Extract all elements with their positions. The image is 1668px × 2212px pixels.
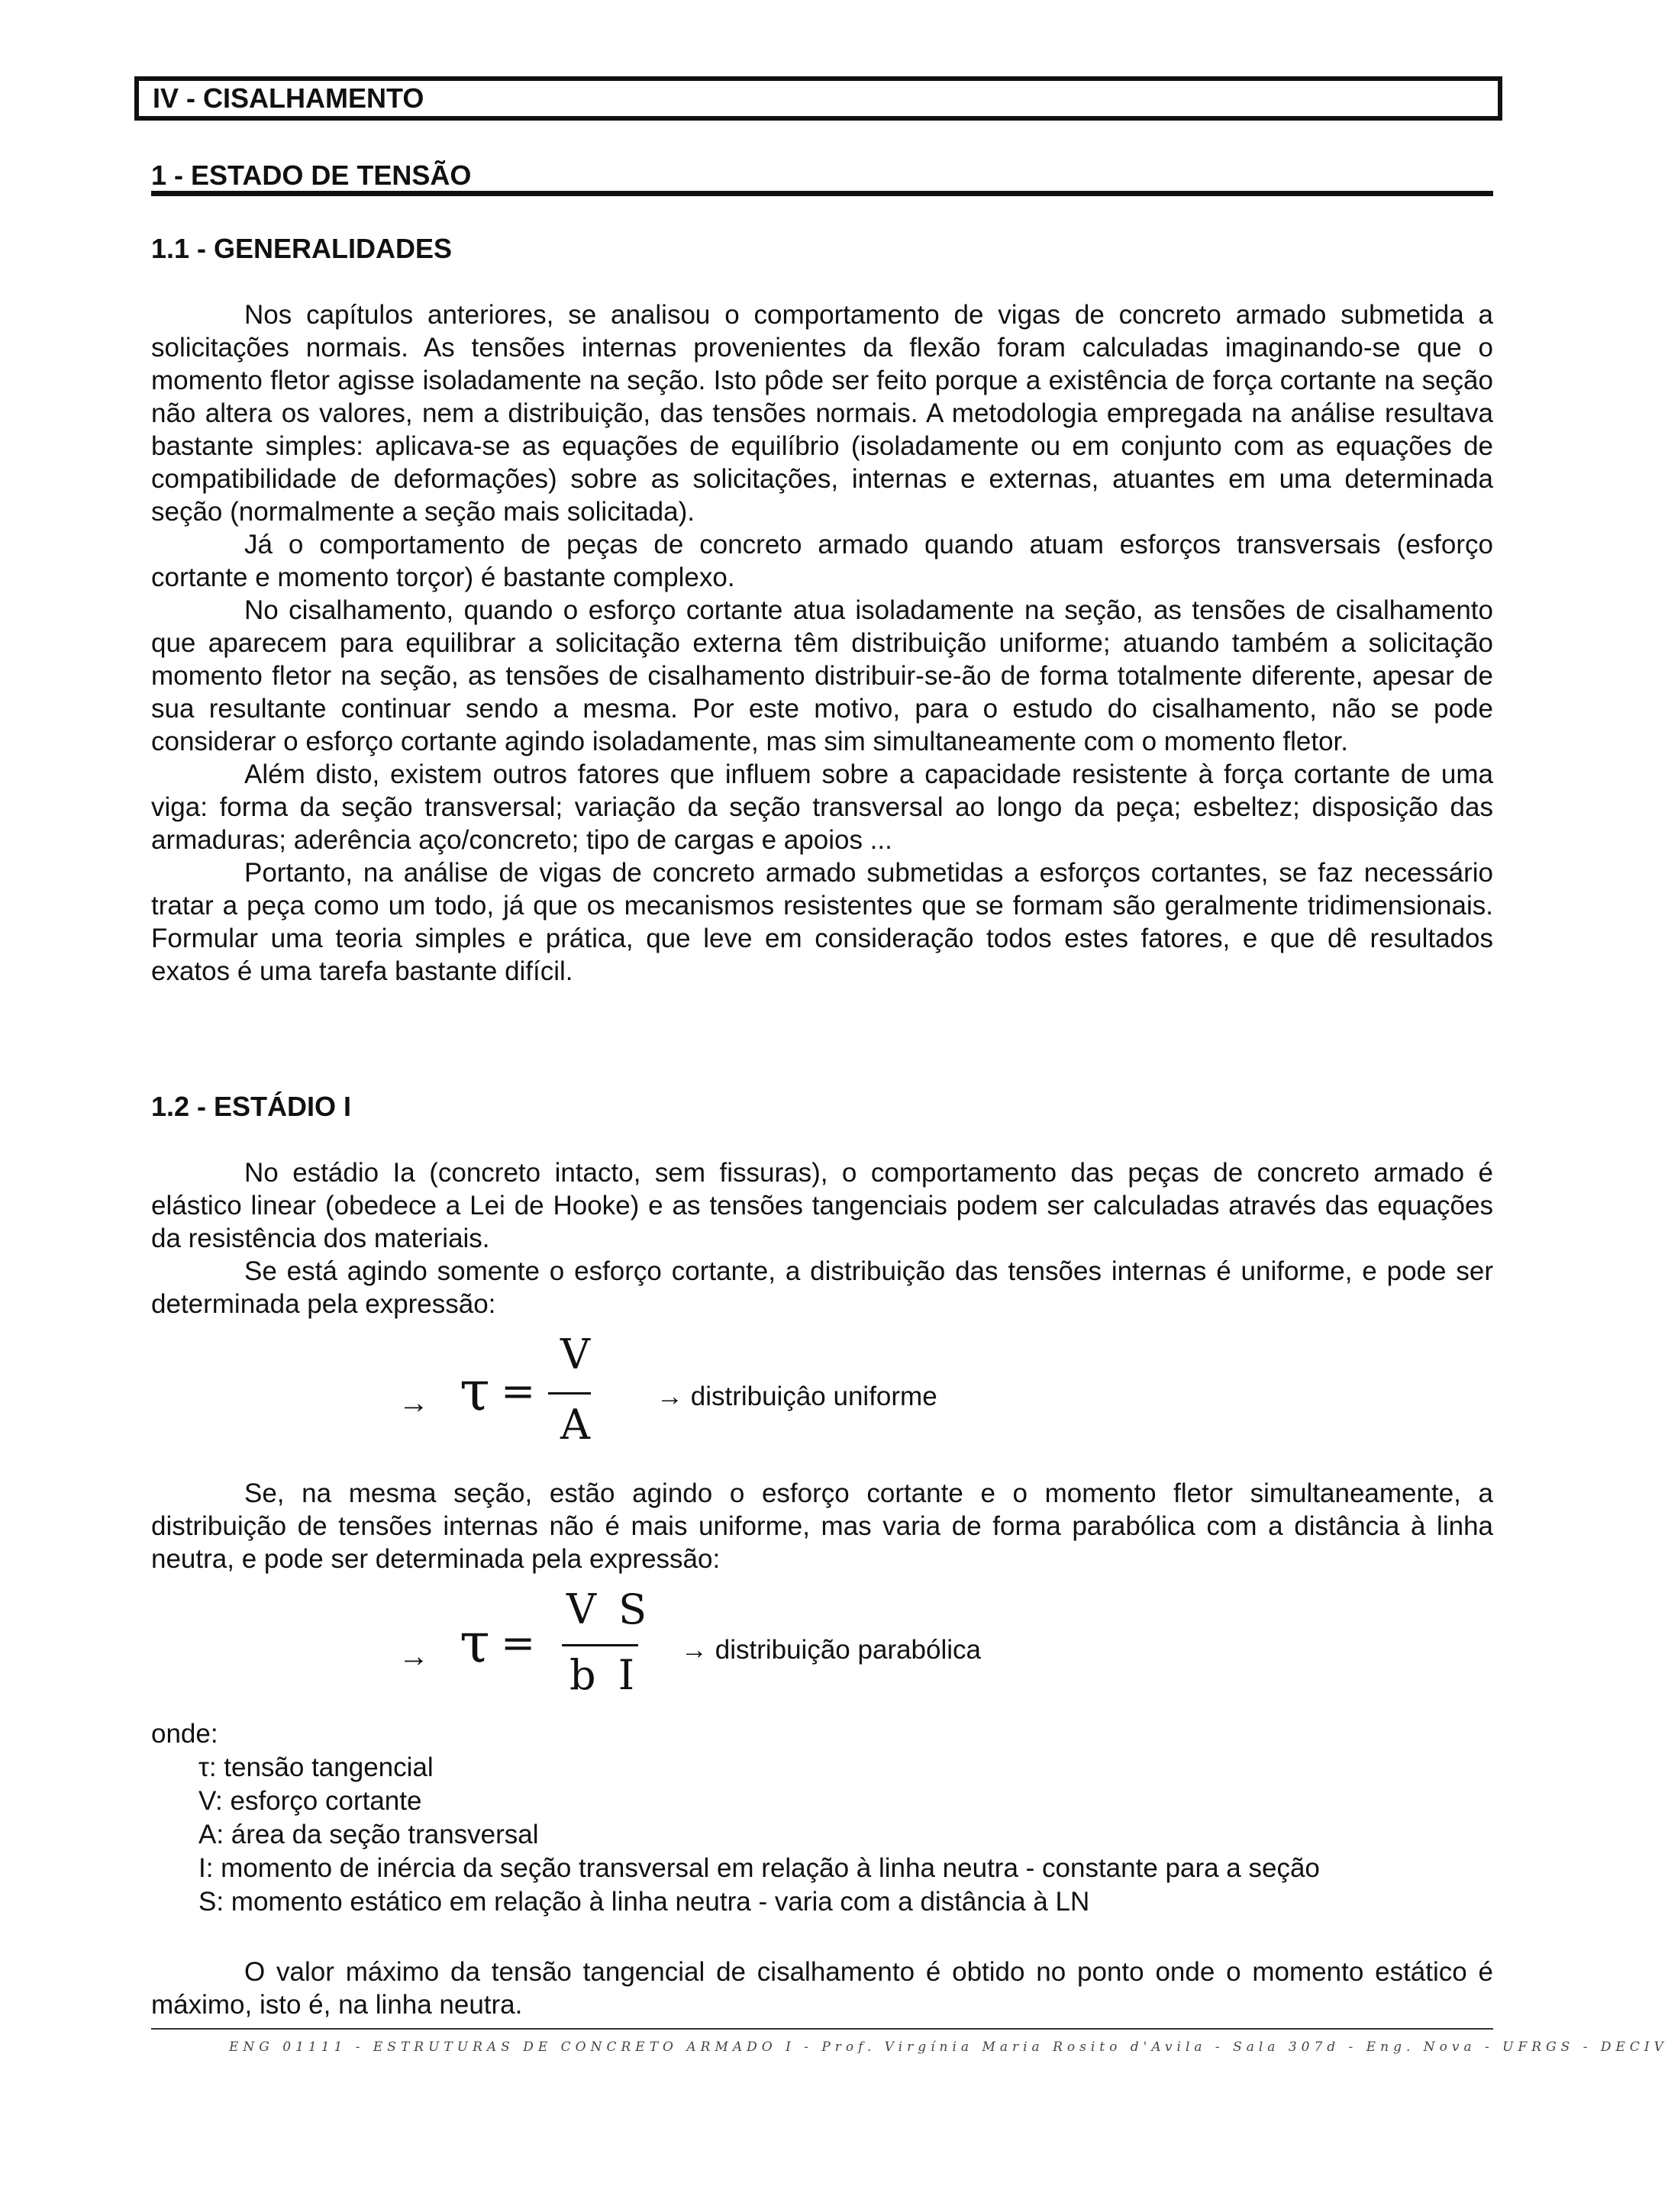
section-1-1-title: 1.1 - GENERALIDADES [151,233,453,264]
paragraph: No cisalhamento, quando o esforço cortante atua isoladamente na seção, as tensões de cisalhamento que aparecem para equilibrar a solicitação externa têm distribuição uniforme; atuando também a solicitação momento fletor na seção, as tensões de cisalhamento distribuir-se-ão de forma totalmente diferente, apesar de sua resultante continuar sendo a mesma. Por este motivo, para o estudo do cisalhamento, não se pode considerar o esforço cortante agindo isoladamente, mas sim simultaneamente com o momento fletor. [151,595,1493,756]
tau-symbol: τ [460,1359,490,1423]
arrow-glyph: → [398,1640,429,1673]
denominator: b I [569,1651,640,1699]
section-1-2-body [151,1156,1493,1320]
section-divider [151,191,1493,196]
paragraph: Portanto, na análise de vigas de concreto armado submetidas a esforços cortantes, se faz necessário tratar a peça como um todo, já que os mecanismos resistentes que se formam são geralmente tridimensionais. Formular uma teoria simples e prática, que leve em consideração todos estes fatores, e que dê resultados exatos é uma tarefa bastante difícil. [151,858,1493,986]
fraction-bar [562,1644,638,1646]
fraction-bar [548,1392,591,1395]
denominator: A [560,1401,590,1449]
closing-paragraph [151,1956,1493,2021]
paragraph: Já o comportamento de peças de concreto armado quando atuam esforços transversais (esforço cortante e momento torçor) é bastante complexo. [151,530,1493,592]
chapter-title: IV - CISALHAMENTO [134,76,1502,121]
paragraph: Se está agindo somente o esforço cortante, a distribuição das tensões internas é uniforme, e pode ser determinada pela expressão: [151,1256,1493,1319]
definition-item: I: momento de inércia da seção transversal em relação à linha neutra - constante para a seção [198,1853,1320,1883]
paragraph: onde: [151,1719,218,1749]
footer-divider [151,2028,1493,2030]
formula-parabolic [0,1578,1563,1731]
definition-item: V: esforço cortante [198,1786,422,1816]
definition-list [198,1751,1320,1919]
formula-label: → distribuiçâo uniforme [657,1382,937,1411]
section-1-1-body [151,298,1493,988]
equals-sign: = [501,1619,536,1667]
paragraph: Além disto, existem outros fatores que influem sobre a capacidade resistente à força cortante de uma viga: forma da seção transversal; variação da seção transversal ao longo da peça; esbeltez; disposição das armaduras; aderência aço/concreto; tipo de cargas e apoios ... [151,759,1493,855]
onde-label [151,1717,1493,1750]
footer-text: ENG 01111 - ESTRUTURAS DE CONCRETO ARMADO I - Prof. Virgínia Maria Rosito d'Avila - Sala 307d - Eng. Nova - UFRGS - DECIV [229,2039,1668,2055]
definition-item: A: área da seção transversal [198,1820,539,1849]
paragraph: Se, na mesma seção, estão agindo o esforço cortante e o momento fletor simultaneamente, a distribuição de tensões internas não é mais uniforme, mas varia de forma parabólica com a distância à linha neutra, e pode ser determinada pela expressão: [151,1478,1493,1574]
numerator: V [560,1330,590,1378]
paragraph: O valor máximo da tensão tangencial de cisalhamento é obtido no ponto onde o momento estático é máximo, isto é, na linha neutra. [151,1957,1493,2020]
equals-sign: = [501,1367,536,1415]
paragraph: Nos capítulos anteriores, se analisou o comportamento de vigas de concreto armado submetida a solicitações normais. As tensões internas provenientes da flexão foram calculadas imaginando-se que o momento fletor agisse isoladamente na seção. Isto pôde ser feito porque a existência de força cortante na seção não altera os valores, nem a distribuição, das tensões normais. A metodologia empregada na análise resultava bastante simples: aplicava-se as equações de equilíbrio (isoladamente ou em conjunto com as equações de compatibilidade de deformações) sobre as solicitações, internas e externas, atuantes em uma determinada seção (normalmente a seção mais solicitada). [151,300,1493,527]
numerator: V S [566,1585,652,1633]
section-1-2-title: 1.2 - ESTÁDIO I [151,1091,352,1122]
definition-item: τ: tensão tangencial [198,1753,434,1782]
tau-symbol: τ [460,1611,490,1675]
definition-item: S: momento estático em relação à linha neutra - varia com a distância à LN [198,1887,1090,1917]
section-1-title: 1 - ESTADO DE TENSÃO [151,160,472,191]
paragraph: No estádio Ia (concreto intacto, sem fissuras), o comportamento das peças de concreto armado é elástico linear (obedece a Lei de Hooke) e as tensões tangenciais podem ser calculadas através das equações da resistência dos materiais. [151,1158,1493,1253]
arrow-glyph: → [398,1386,429,1420]
formula-uniform [0,1328,1563,1481]
formula-explanation [151,1477,1493,1575]
formula-label: → distribuição parabólica [681,1635,981,1665]
